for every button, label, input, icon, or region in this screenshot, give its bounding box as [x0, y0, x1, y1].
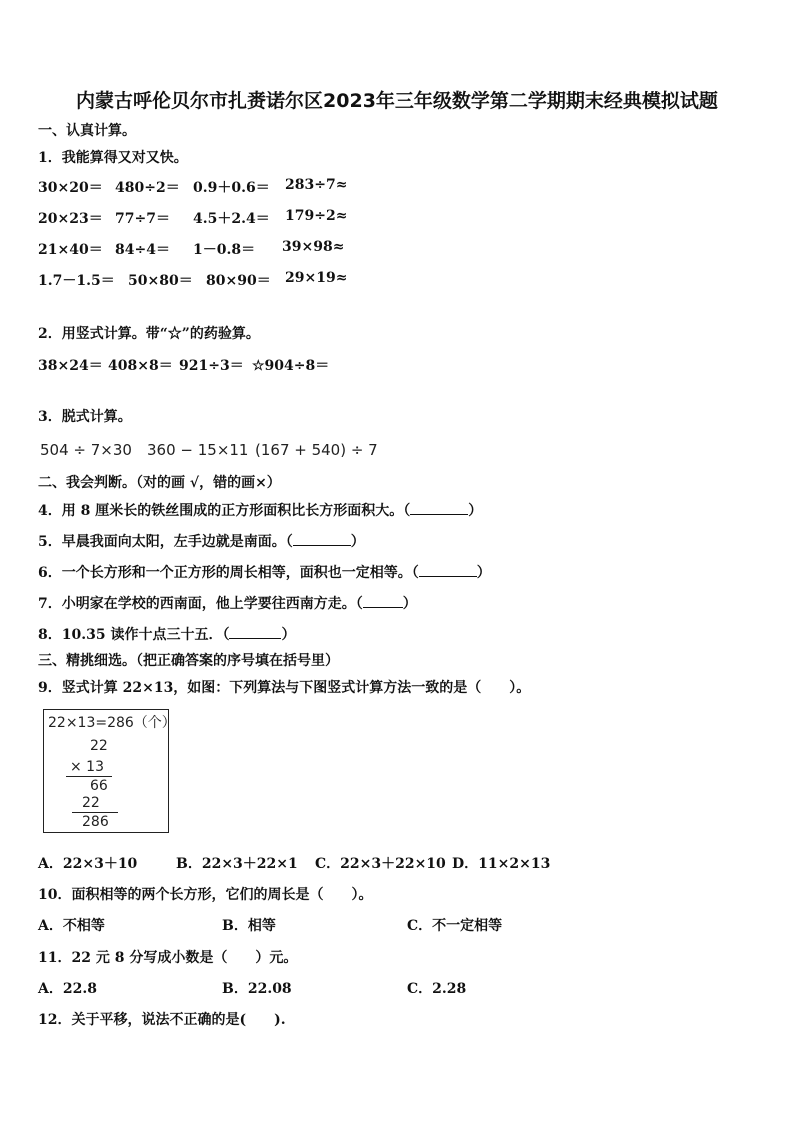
- rule-line: [66, 776, 112, 777]
- partial-product: 66: [90, 778, 108, 794]
- step-calc-item: 504 ÷ 7×30: [40, 441, 132, 459]
- answer-blank[interactable]: [363, 594, 403, 608]
- judge-question: 8．10.35 读作十点三十五．（ ）: [38, 627, 296, 643]
- option-c[interactable]: C．不一定相等: [407, 918, 503, 934]
- calc-item: 480÷2＝: [115, 180, 180, 196]
- question-3-prompt: 3．脱式计算。: [38, 409, 132, 425]
- judge-question: 5．早晨我面向太阳，左手边就是南面。（ ）: [38, 534, 365, 550]
- judge-question: 7．小明家在学校的西南面，他上学要往西南方走。（ ）: [38, 596, 417, 612]
- calc-item: 21×40＝: [38, 242, 103, 258]
- calc-item: 30×20＝: [38, 180, 103, 196]
- option-a[interactable]: A．22×3＋10: [38, 856, 138, 872]
- answer-blank[interactable]: [410, 501, 468, 515]
- vertical-calc-item: 408×8＝: [108, 358, 173, 374]
- calc-item: 39×98≈: [282, 239, 345, 255]
- question-9-prompt: 9．竖式计算 22×13，如图：下列算法与下图竖式计算方法一致的是（ ）。: [38, 680, 531, 696]
- partial-product: 22: [82, 795, 100, 811]
- question-2-prompt: 2．用竖式计算。带“☆”的药验算。: [38, 326, 260, 342]
- page-title: 内蒙古呼伦贝尔市扎赉诺尔区2023年三年级数学第二学期期末经典模拟试题: [76, 90, 718, 112]
- calc-item: 1.7－1.5＝: [38, 273, 115, 289]
- calc-item: 77÷7＝: [115, 211, 170, 227]
- answer-blank[interactable]: [229, 625, 281, 639]
- multiplier: × 13: [70, 759, 104, 775]
- option-a[interactable]: A．22.8: [38, 981, 97, 997]
- figure-header: 22×13=286（个）: [48, 715, 176, 731]
- section-heading-1: 一、认真计算。: [38, 123, 136, 139]
- section-heading-3: 三、精挑细选。（把正确答案的序号填在括号里）: [38, 653, 339, 669]
- multiplicand: 22: [90, 738, 108, 754]
- calc-item: 84÷4＝: [115, 242, 170, 258]
- product: 286: [82, 814, 109, 830]
- option-b[interactable]: B．22.08: [222, 981, 292, 997]
- calc-item: 1－0.8＝: [193, 242, 256, 258]
- answer-blank[interactable]: [293, 532, 351, 546]
- calc-item: 179÷2≈: [285, 208, 348, 224]
- option-b[interactable]: B．相等: [222, 918, 276, 934]
- calc-item: 20×23＝: [38, 211, 103, 227]
- question-10-prompt: 10．面积相等的两个长方形，它们的周长是（ ）。: [38, 887, 373, 903]
- option-d[interactable]: D．11×2×13: [452, 856, 551, 872]
- calc-item: 0.9＋0.6＝: [193, 180, 270, 196]
- calc-item: 283÷7≈: [285, 177, 348, 193]
- option-a[interactable]: A．不相等: [38, 918, 105, 934]
- step-calc-item: (167 + 540) ÷ 7: [255, 441, 378, 459]
- rule-line: [72, 812, 118, 813]
- vertical-calc-item: 921÷3＝: [179, 358, 244, 374]
- vertical-calc-item: ☆904÷8＝: [252, 358, 330, 374]
- option-b[interactable]: B．22×3＋22×1: [176, 856, 298, 872]
- question-11-prompt: 11．22 元 8 分写成小数是（ ）元。: [38, 950, 298, 966]
- question-1-prompt: 1．我能算得又对又快。: [38, 150, 188, 166]
- vertical-multiplication-figure: [43, 709, 176, 833]
- calc-item: 50×80＝: [128, 273, 193, 289]
- vertical-calc-item: 38×24＝: [38, 358, 103, 374]
- option-c[interactable]: C．22×3＋22×10: [315, 856, 446, 872]
- section-heading-2: 二、我会判断。（对的画 √，错的画×）: [38, 475, 281, 491]
- step-calc-item: 360 − 15×11: [147, 441, 249, 459]
- option-c[interactable]: C．2.28: [407, 981, 467, 997]
- judge-question: 4．用 8 厘米长的铁丝围成的正方形面积比长方形面积大。（ ）: [38, 503, 483, 519]
- judge-question: 6．一个长方形和一个正方形的周长相等，面积也一定相等。（ ）: [38, 565, 491, 581]
- answer-blank[interactable]: [419, 563, 477, 577]
- question-12-prompt: 12．关于平移，说法不正确的是( ).: [38, 1012, 286, 1028]
- calc-item: 80×90＝: [206, 273, 271, 289]
- calc-item: 4.5＋2.4＝: [193, 211, 270, 227]
- calc-item: 29×19≈: [285, 270, 348, 286]
